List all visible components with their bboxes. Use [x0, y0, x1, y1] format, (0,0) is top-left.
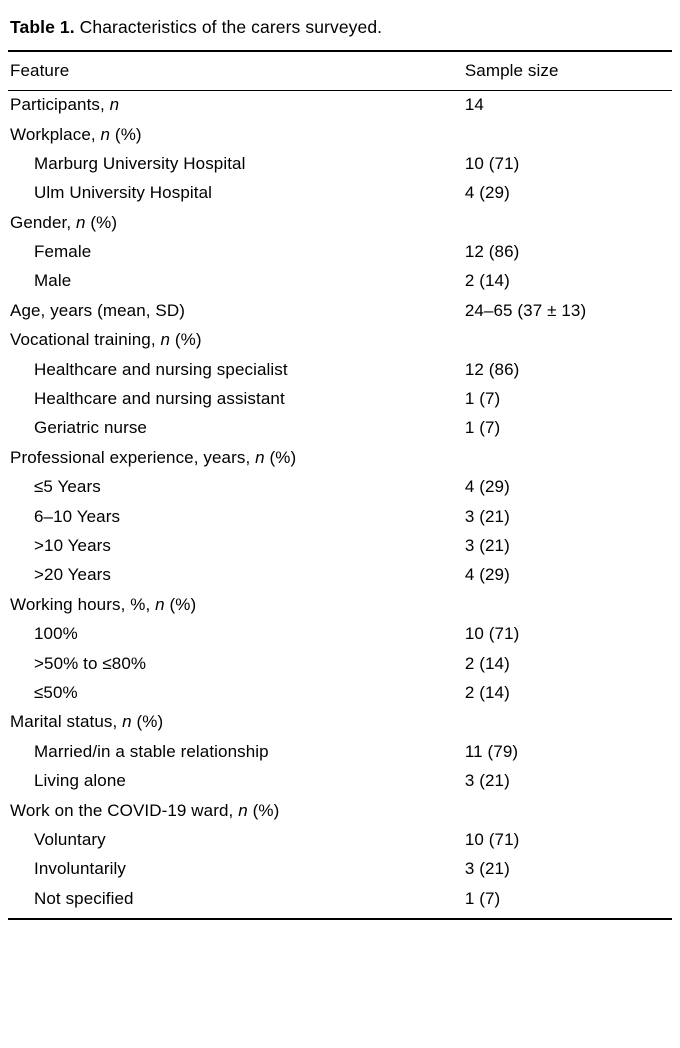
- row-value: 10 (71): [464, 829, 520, 849]
- row-value: [463, 443, 672, 472]
- row-feature: Vocational training, n (%): [10, 330, 202, 350]
- table-row: [8, 708, 672, 737]
- row-feature: >50% to ≤80%: [34, 653, 147, 673]
- row-feature: Involuntarily: [34, 859, 127, 879]
- row-value: 10 (71): [464, 624, 520, 644]
- row-value: 4 (29): [464, 477, 510, 497]
- row-value: 12 (86): [464, 359, 520, 379]
- row-value: 1 (7): [464, 418, 501, 438]
- row-value: 3 (21): [464, 859, 510, 879]
- table-row: [8, 590, 672, 619]
- table-row: [8, 561, 672, 590]
- table-body: [8, 90, 672, 919]
- row-feature: Healthcare and nursing assistant: [34, 389, 285, 409]
- row-value: [463, 208, 672, 237]
- table-row: [8, 90, 672, 120]
- row-feature: Work on the COVID-19 ward, n (%): [10, 800, 280, 820]
- row-feature: Ulm University Hospital: [34, 183, 213, 203]
- characteristics-table: [8, 50, 672, 920]
- table-row: [8, 678, 672, 707]
- row-feature: Marital status, n (%): [10, 712, 164, 732]
- row-feature: >10 Years: [34, 535, 112, 555]
- row-feature: Married/in a stable relationship: [34, 741, 269, 761]
- row-feature: Professional experience, years, n (%): [10, 447, 297, 467]
- table-row: [8, 149, 672, 178]
- row-value: 12 (86): [464, 242, 520, 262]
- table-row: [8, 531, 672, 560]
- table-row: [8, 502, 672, 531]
- table-row: [8, 414, 672, 443]
- table-row: [8, 267, 672, 296]
- table-row: [8, 620, 672, 649]
- table-row: [8, 767, 672, 796]
- row-feature: ≤50%: [34, 682, 78, 702]
- row-value: [463, 796, 672, 825]
- row-feature: Working hours, %, n (%): [10, 594, 197, 614]
- row-value: [463, 708, 672, 737]
- row-value: 24–65 (37 ± 13): [464, 300, 587, 320]
- table-row: [8, 473, 672, 502]
- table-row: [8, 120, 672, 149]
- column-header-sample-size: Sample size: [463, 51, 672, 91]
- row-feature: Workplace, n (%): [10, 124, 142, 144]
- table-row: [8, 884, 672, 919]
- table-caption-text: Characteristics of the carers surveyed.: [79, 17, 383, 37]
- table-row: [8, 855, 672, 884]
- table-row: [8, 208, 672, 237]
- row-value: 11 (79): [464, 741, 519, 761]
- table-caption: [10, 16, 672, 40]
- table-row: [8, 355, 672, 384]
- row-value: 3 (21): [464, 506, 510, 526]
- row-feature: Marburg University Hospital: [34, 153, 246, 173]
- row-value: 1 (7): [464, 389, 501, 409]
- row-feature: Healthcare and nursing specialist: [34, 359, 288, 379]
- row-feature: Living alone: [34, 771, 126, 791]
- table-row: [8, 296, 672, 325]
- row-feature: Participants, n: [10, 95, 120, 115]
- row-value: 2 (14): [464, 653, 510, 673]
- row-value: 2 (14): [464, 271, 510, 291]
- row-feature: ≤5 Years: [34, 477, 101, 497]
- table-row: [8, 238, 672, 267]
- table-row: [8, 326, 672, 355]
- row-feature: >20 Years: [34, 565, 112, 585]
- row-value: 2 (14): [464, 682, 510, 702]
- table-head: [8, 51, 672, 91]
- row-feature: Female: [34, 242, 92, 262]
- table-header-row: [8, 51, 672, 91]
- table-row: [8, 737, 672, 766]
- row-value: 3 (21): [464, 535, 510, 555]
- row-feature: Voluntary: [34, 829, 106, 849]
- column-header-feature: Feature: [8, 51, 463, 91]
- row-feature: Not specified: [8, 884, 463, 919]
- table-row: [8, 443, 672, 472]
- table-row: [8, 179, 672, 208]
- row-feature: 6–10 Years: [34, 506, 121, 526]
- row-value: 10 (71): [464, 153, 520, 173]
- row-value: 14: [464, 95, 484, 115]
- row-value: [463, 590, 672, 619]
- table-caption-label: Table 1.: [10, 17, 75, 37]
- row-value: 4 (29): [464, 183, 510, 203]
- table-row: [8, 796, 672, 825]
- row-feature: Male: [34, 271, 72, 291]
- row-feature: 100%: [34, 624, 78, 644]
- row-value: 3 (21): [464, 771, 510, 791]
- row-value: 1 (7): [463, 884, 672, 919]
- table-row: [8, 825, 672, 854]
- table-row: [8, 649, 672, 678]
- row-value: [463, 326, 672, 355]
- table-row: [8, 385, 672, 414]
- row-feature: Gender, n (%): [10, 212, 118, 232]
- row-feature: Geriatric nurse: [34, 418, 147, 438]
- row-value: 4 (29): [464, 565, 510, 585]
- row-value: [463, 120, 672, 149]
- row-feature: Age, years (mean, SD): [10, 300, 185, 320]
